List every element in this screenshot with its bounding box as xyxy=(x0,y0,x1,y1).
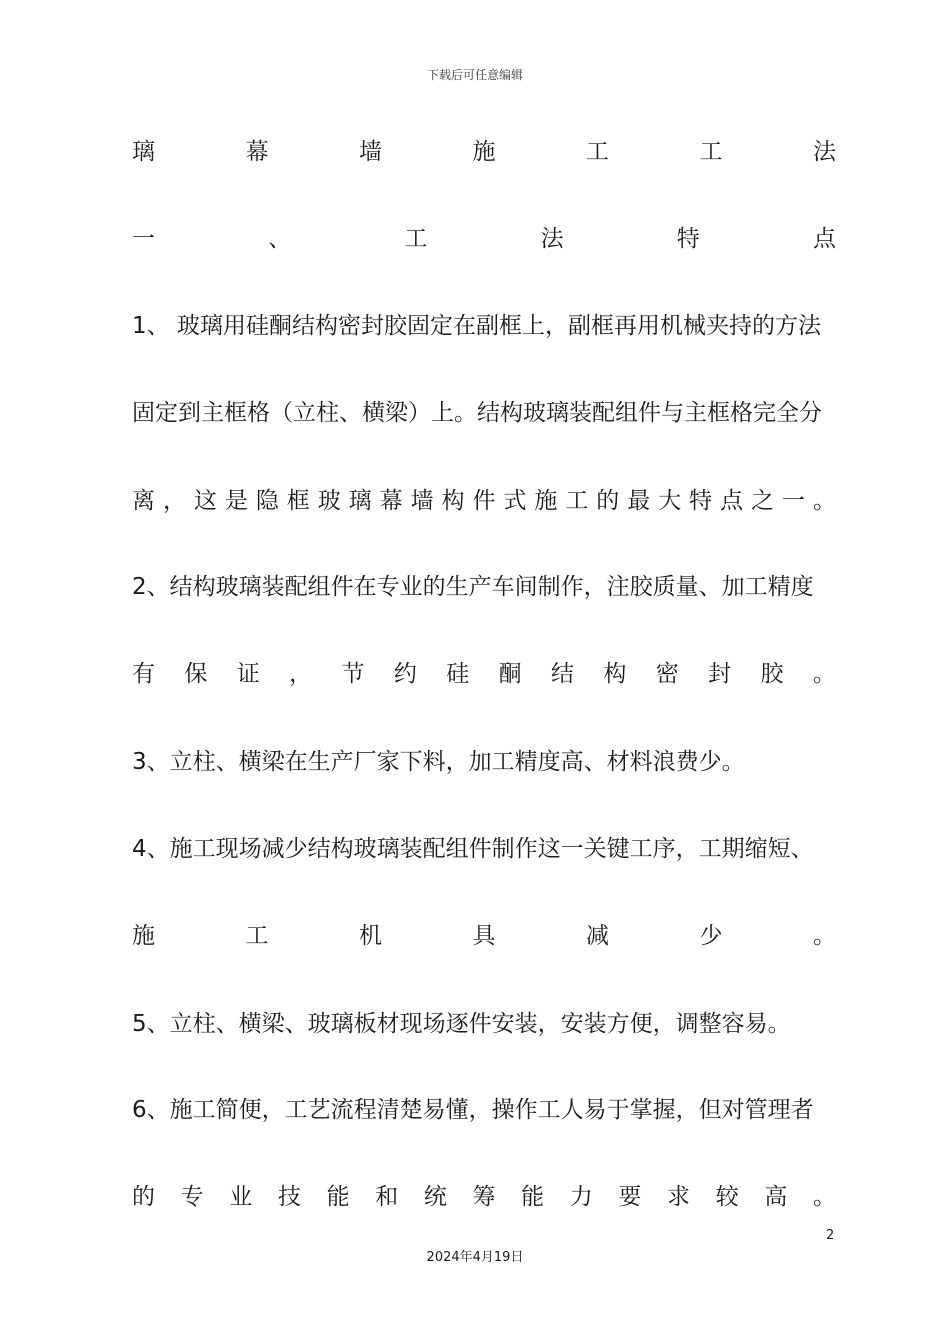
line-char: 高 xyxy=(764,1184,788,1210)
text-line-4: 固定到主框格（立柱、横梁）上。结构玻璃装配组件与主框格完全分 xyxy=(132,400,822,426)
line-char: 大 xyxy=(658,488,682,514)
line-char: 之 xyxy=(751,488,775,514)
line-char: 墙 xyxy=(410,488,434,514)
line-char: 工 xyxy=(565,488,589,514)
text-line-9: 4、施工现场减少结构玻璃装配组件制作这一关键工序，工期缩短、 xyxy=(132,836,814,862)
line-char: 是 xyxy=(224,488,248,514)
line-char: 最 xyxy=(627,488,651,514)
line-char: 节 xyxy=(341,661,365,687)
line-char: 求 xyxy=(667,1184,691,1210)
line-char: 的 xyxy=(132,1184,155,1210)
line-char: 工 xyxy=(245,923,269,949)
page-number: 2 xyxy=(826,1228,835,1243)
text-line-1 xyxy=(132,137,836,167)
line-char: 隐 xyxy=(255,488,279,514)
line-char: 璃 xyxy=(348,488,372,514)
line-char: 。 xyxy=(812,661,836,687)
line-char: 璃 xyxy=(132,139,155,165)
text-line-10 xyxy=(132,921,836,951)
line-char: 法 xyxy=(540,226,564,252)
line-char: 框 xyxy=(286,488,310,514)
line-char: 玻 xyxy=(317,488,341,514)
page-header: 下载后可任意编辑 xyxy=(426,68,523,82)
line-char: 构 xyxy=(603,661,627,687)
line-char: ， xyxy=(162,488,186,514)
line-char: 离 xyxy=(132,488,155,514)
text-line-5 xyxy=(132,486,836,516)
line-char: 少 xyxy=(699,923,723,949)
line-char: 业 xyxy=(229,1184,253,1210)
line-char: 密 xyxy=(655,661,679,687)
line-char: 幕 xyxy=(245,139,269,165)
line-char: 施 xyxy=(132,923,155,949)
line-char: 统 xyxy=(423,1184,447,1210)
line-char: 一 xyxy=(132,226,155,252)
line-char: 、 xyxy=(268,226,292,252)
line-char: 和 xyxy=(375,1184,399,1210)
line-char: 点 xyxy=(720,488,744,514)
line-char: 施 xyxy=(534,488,558,514)
line-char: 构 xyxy=(441,488,465,514)
line-char: 有 xyxy=(132,661,155,687)
line-char: 墙 xyxy=(359,139,382,165)
footer-date: 2024年4月19日 xyxy=(426,1250,524,1265)
line-char: 工 xyxy=(699,139,723,165)
line-char: 保 xyxy=(184,661,208,687)
line-char: 施 xyxy=(472,139,496,165)
text-line-12: 6、施工简便，工艺流程清楚易懂，操作工人易于掌握，但对管理者 xyxy=(132,1097,814,1123)
line-char: 能 xyxy=(326,1184,350,1210)
line-char: 工 xyxy=(404,226,428,252)
line-char: 胶 xyxy=(760,661,784,687)
line-char: 酮 xyxy=(498,661,522,687)
line-char: 。 xyxy=(812,1184,836,1210)
line-char: 一 xyxy=(782,488,806,514)
line-char: 专 xyxy=(180,1184,204,1210)
line-char: 封 xyxy=(708,661,732,687)
line-char: 工 xyxy=(586,139,609,165)
line-char: 约 xyxy=(393,661,417,687)
line-char: 特 xyxy=(689,488,713,514)
text-line-3: 1、 玻璃用硅酮结构密封胶固定在副框上，副框再用机械夹持的方法 xyxy=(132,313,821,339)
line-char: 件 xyxy=(472,488,496,514)
line-char: 特 xyxy=(676,226,700,252)
line-char: 减 xyxy=(586,923,609,949)
line-char: ， xyxy=(289,661,313,687)
line-char: 要 xyxy=(618,1184,642,1210)
text-line-2 xyxy=(132,224,836,254)
line-char: 力 xyxy=(569,1184,593,1210)
line-char: 。 xyxy=(812,488,836,514)
line-char: 幕 xyxy=(379,488,403,514)
text-line-7 xyxy=(132,659,836,689)
line-char: 技 xyxy=(277,1184,301,1210)
line-char: 结 xyxy=(551,661,574,687)
line-char: 这 xyxy=(193,488,217,514)
line-char: 能 xyxy=(521,1184,545,1210)
line-char: 证 xyxy=(236,661,260,687)
line-char: 硅 xyxy=(446,661,470,687)
line-char: 较 xyxy=(715,1184,739,1210)
line-char: 筹 xyxy=(472,1184,496,1210)
text-line-6: 2、结构玻璃装配组件在专业的生产车间制作，注胶质量、加工精度 xyxy=(132,574,814,600)
text-line-13 xyxy=(132,1182,836,1212)
line-char: 点 xyxy=(812,226,836,252)
line-char: 的 xyxy=(596,488,620,514)
line-char: 。 xyxy=(813,923,836,949)
text-line-8: 3、立柱、横梁在生产厂家下料，加工精度高、材料浪费少。 xyxy=(132,749,745,775)
line-char: 具 xyxy=(472,923,496,949)
line-char: 式 xyxy=(503,488,527,514)
line-char: 机 xyxy=(359,923,382,949)
text-line-11: 5、立柱、横梁、玻璃板材现场逐件安装，安装方便，调整容易。 xyxy=(132,1011,791,1037)
line-char: 法 xyxy=(813,139,836,165)
